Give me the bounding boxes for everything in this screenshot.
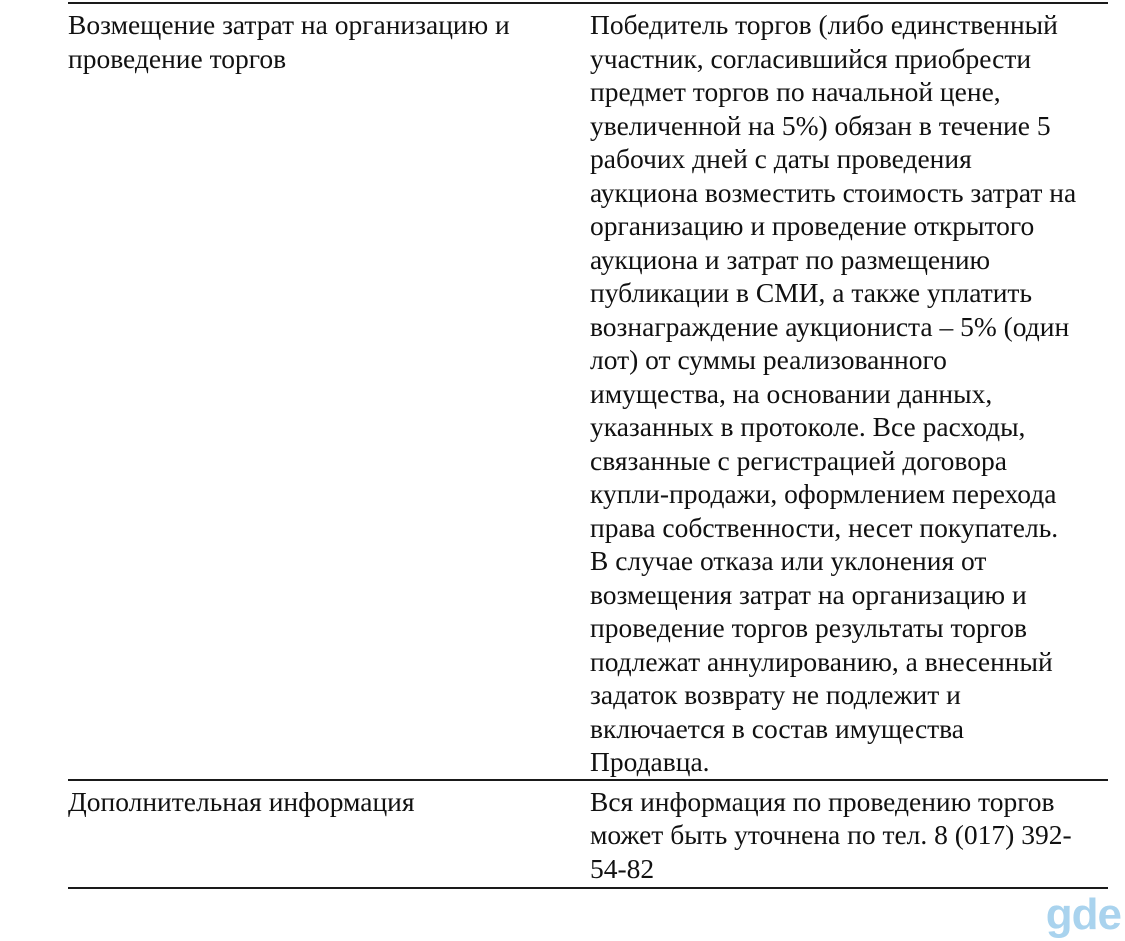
row-value-additional-info: Вся информация по проведению торгов может быть уточнена по тел. 8 (017) 392- 54-82	[590, 785, 1072, 884]
row-value-cost-reimbursement: Победитель торгов (либо единственный участник, согласившийся приобрести предмет торгов по начальной цене, увеличенной на 5%) обязан в течение 5 рабочих дней с даты проведения аукциона возместить стоимость затрат на организацию и проведение открытого аукциона и затрат по размещению публикации в СМИ, а также уплатить вознаграждение аукциониста – 5% (один лот) от суммы реализованного имущества, на основании данных, указанных в протоколе. Все расходы, связанные с регистрацией договора купли-продажи, оформлением перехода права собственности, несет покупатель. В случае отказа или уклонения от возмещения затрат на организацию и проведение торгов результаты торгов подлежат аннулированию, а внесенный задаток возврату не подлежит и включается в состав имущества Продавца.	[590, 9, 1077, 777]
info-table	[68, 0, 1108, 889]
gde-watermark-logo: gde	[1045, 890, 1121, 939]
table-row	[68, 781, 1108, 890]
table-row	[68, 2, 1108, 781]
row-label-additional-info: Дополнительная информация	[68, 785, 415, 817]
row-label-cost-reimbursement: Возмещение затрат на организацию и проведение торгов	[68, 9, 510, 74]
